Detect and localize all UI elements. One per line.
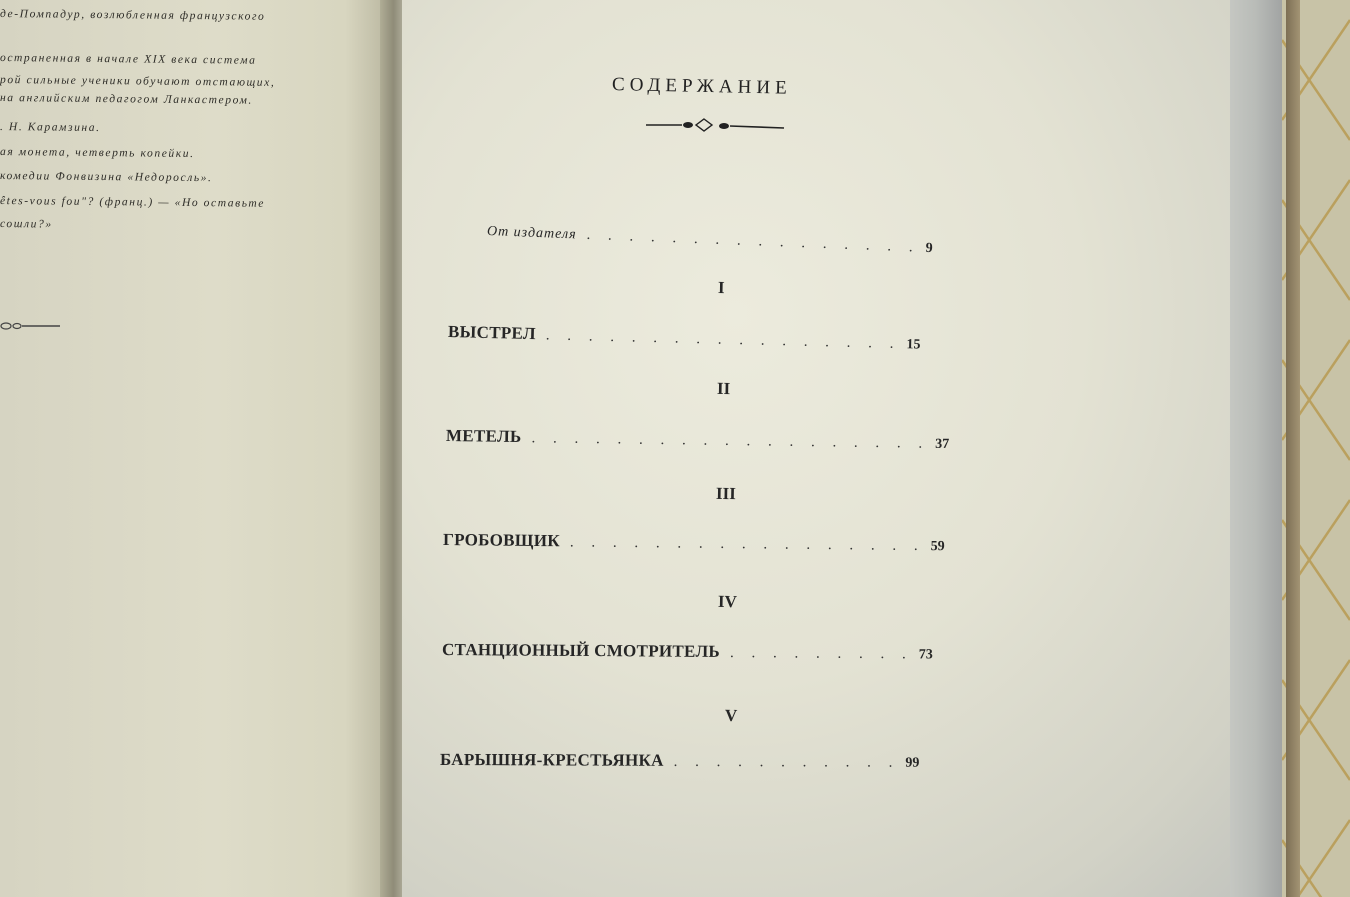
toc-page-number: 9: [925, 240, 933, 257]
toc-page-number: 73: [918, 647, 933, 663]
note-line: остраненная в начале XIX века система: [0, 52, 257, 67]
toc-page-number: 15: [906, 337, 921, 353]
toc-page-number: 37: [935, 436, 950, 453]
note-line: на английским педагогом Ланкастером.: [0, 92, 254, 107]
note-line: комедии Фонвизина «Недоросль».: [0, 170, 213, 185]
page-title: СОДЕРЖАНИЕ: [611, 74, 792, 99]
note-line: ая монета, четверть копейки.: [0, 146, 195, 161]
toc-leader-dots: . . . . . . . . . . . . . . . . . . .: [531, 430, 930, 452]
part-numeral: II: [716, 378, 731, 399]
toc-entry-title: БАРЫШНЯ-КРЕСТЬЯНКА: [439, 750, 664, 770]
toc-leader-dots: . . . . . . . . . . . . . . . . .: [569, 534, 925, 555]
toc-leader-dots: . . . . . . . . . . . . . . . .: [586, 226, 920, 256]
note-line: де-Помпадур, возлюбленная французского: [0, 8, 266, 23]
toc-row-part-4[interactable]: [442, 640, 933, 663]
book-cover-edge: [1286, 0, 1300, 897]
toc-row-part-5[interactable]: [440, 750, 920, 772]
title-ornament-icon: [644, 117, 786, 133]
note-line: êtes-vous fou"? (франц.) — «Но оставьте: [0, 195, 266, 210]
left-page: [0, 0, 392, 897]
part-numeral: III: [715, 483, 737, 504]
toc-page-number: 99: [905, 755, 920, 771]
note-line: . Н. Карамзина.: [0, 121, 101, 135]
note-line: сошли?»: [0, 218, 53, 231]
toc-entry-title: ВЫСТРЕЛ: [447, 322, 537, 344]
toc-leader-dots: . . . . . . . . . . .: [673, 753, 900, 771]
toc-entry-title: ГРОБОВЩИК: [442, 530, 561, 551]
toc-entry-title: СТАНЦИОННЫЙ СМОТРИТЕЛЬ: [441, 640, 721, 661]
part-numeral: V: [724, 705, 738, 726]
part-numeral: I: [717, 277, 725, 298]
toc-entry-title: От издателя: [486, 224, 577, 243]
toc-leader-dots: . . . . . . . . .: [729, 645, 913, 663]
toc-entry-title: МЕТЕЛЬ: [445, 426, 522, 447]
toc-leader-dots: . . . . . . . . . . . . . . . . .: [545, 327, 901, 353]
end-ornament-icon: [0, 320, 64, 332]
page-edge: [1230, 0, 1286, 897]
note-line: рой сильные ученики обучают отстающих,: [0, 74, 276, 89]
part-numeral: IV: [717, 591, 738, 612]
toc-page-number: 59: [930, 539, 945, 555]
